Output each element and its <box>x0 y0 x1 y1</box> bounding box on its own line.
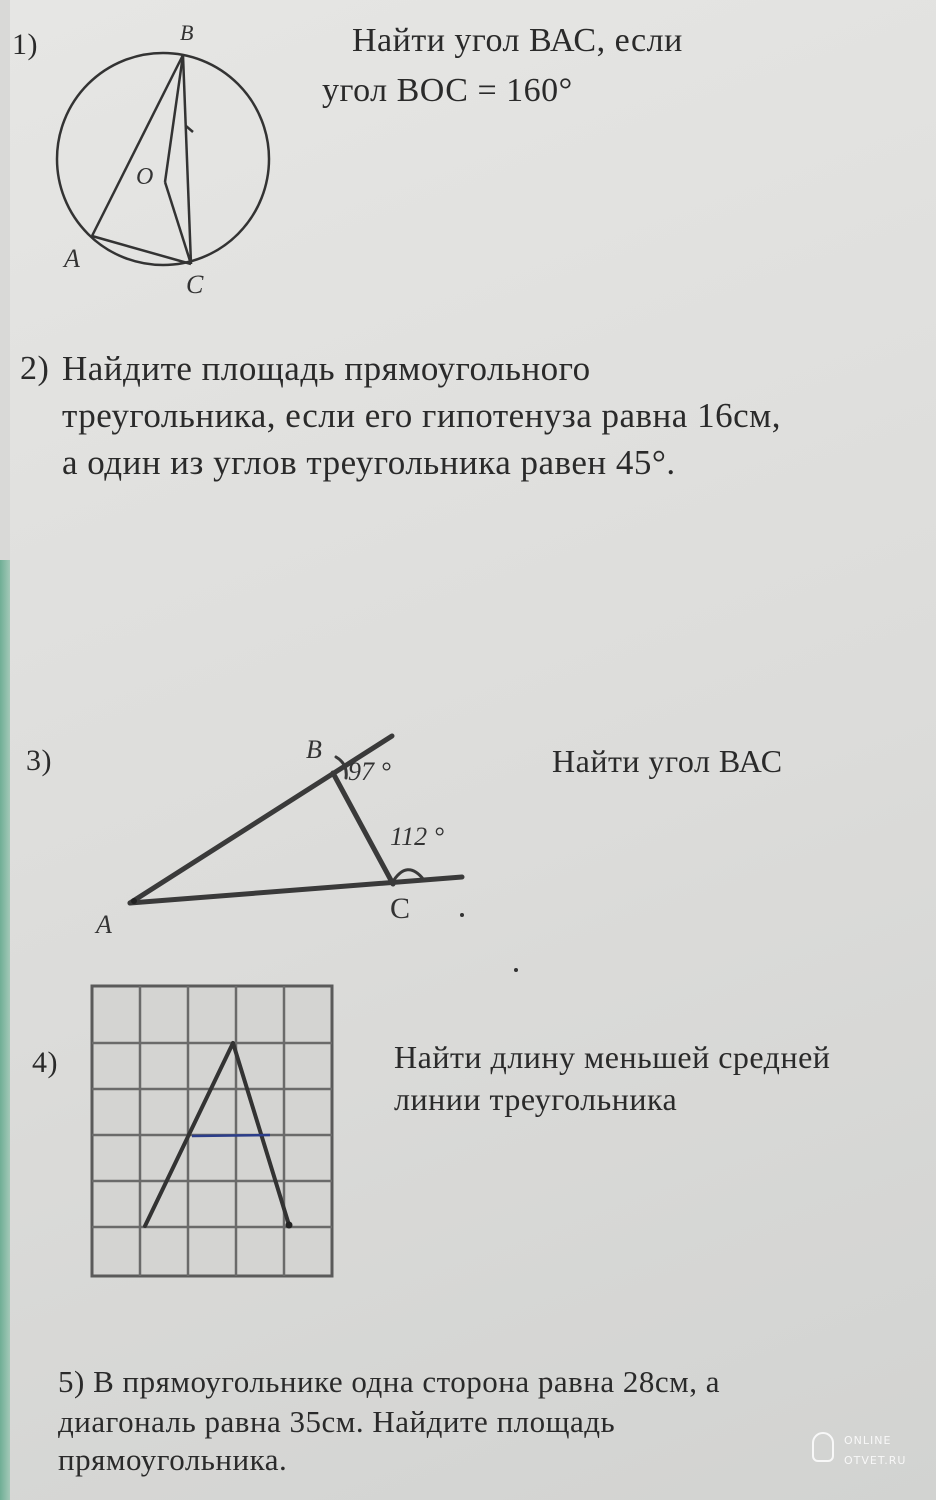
problem-2-line-2: треугольника, если его гипотенуза равна 16см, <box>62 396 781 435</box>
label-b-fig3: B <box>306 735 322 764</box>
problem-4-number: 4) <box>32 1046 58 1079</box>
chord-bc <box>183 55 191 264</box>
problem-3-number: 3) <box>26 744 52 777</box>
problem-5-line-1 <box>58 1364 720 1400</box>
label-a-fig3: A <box>96 910 112 939</box>
watermark <box>812 1426 922 1486</box>
problem-1-number: 1) <box>12 28 38 61</box>
problem-5-line-3: прямоугольника. <box>58 1442 288 1477</box>
figure-1-circle-diagram <box>57 53 269 265</box>
segment-bc <box>333 773 393 884</box>
figure-3-triangle-diagram <box>130 736 462 904</box>
problem-4-line-1: Найти длину меньшей средней <box>394 1039 831 1075</box>
problem-1-line-2: угол ВОС = 160° <box>322 72 573 109</box>
midline-pen-mark <box>192 1135 270 1136</box>
problem-4-line-2: линии треугольника <box>394 1081 678 1117</box>
label-o-fig1: O <box>136 164 154 190</box>
problem-5-line-2: диагональ равна 35см. Найдите площадь <box>58 1404 616 1439</box>
label-a-fig1: A <box>64 244 80 273</box>
problem-3-line-1: Найти угол ВАС <box>552 743 783 779</box>
figure-4-grid-diagram <box>92 986 332 1276</box>
circle <box>57 53 269 265</box>
watermark-line-2: OTVET.RU <box>844 1454 907 1467</box>
angle-112-label: 112 ° <box>390 822 444 851</box>
watermark-line-1: ONLINE <box>844 1434 892 1447</box>
problem-1-line-1: Найти угол ВАС, если <box>352 22 683 59</box>
ray-ac <box>130 877 462 903</box>
angle-97-label: 97 ° <box>348 757 391 786</box>
problem-5-line-1-text: В прямоугольнике одна сторона равна 28см, а <box>93 1364 721 1399</box>
problem-2-line-3: а один из углов треугольника равен 45°. <box>62 443 676 482</box>
problem-2-number: 2) <box>20 350 50 387</box>
problem-5-number: 5) <box>58 1364 85 1399</box>
label-b-fig1: B <box>180 20 194 45</box>
label-c-fig1: C <box>186 270 204 299</box>
problem-2-line-1: Найдите площадь прямоугольного <box>62 349 591 388</box>
label-c-fig3: C <box>390 892 411 925</box>
lightbulb-icon <box>812 1432 834 1462</box>
